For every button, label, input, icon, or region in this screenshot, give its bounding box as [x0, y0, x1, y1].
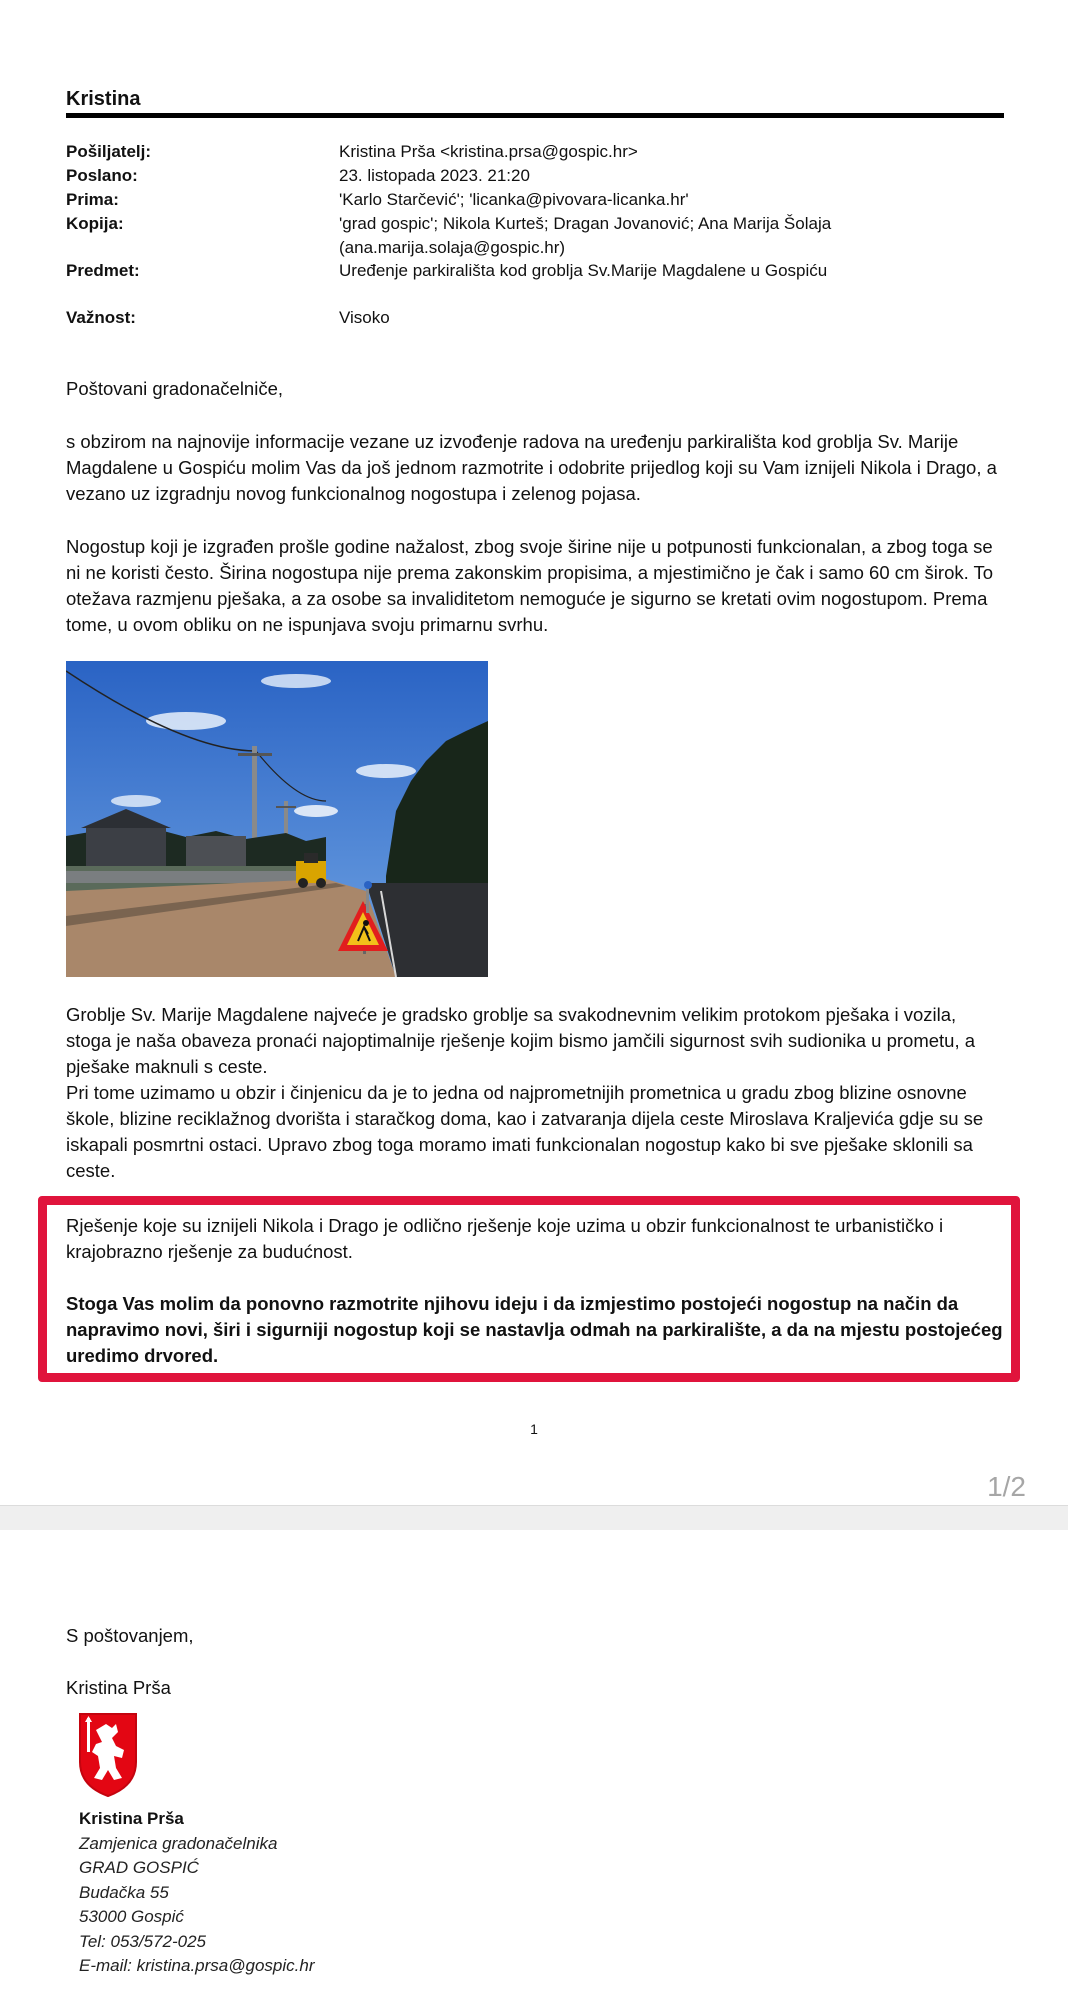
header-value: 23. listopada 2023. 21:20	[339, 166, 530, 185]
header-value: Kristina Prša <kristina.prsa@gospic.hr>	[339, 142, 638, 161]
header-label: Važnost:	[66, 308, 136, 327]
header-value: 'grad gospic'; Nikola Kurteš; Dragan Jovanović; Ana Marija Šolaja	[339, 214, 832, 233]
greeting: Poštovani gradonačelniče,	[66, 378, 284, 399]
paragraph: Groblje Sv. Marije Magdalene najveće je gradsko groblje sa svakodnevnim velikim protokom pješaka i vozila, stoga je naša obaveza pronaći najoptimalnije rješenje kojim bismo jamčili sigurnost svih sudionika u prometu, a pješake maknuli s ceste.	[66, 1004, 976, 1077]
signature-phone: Tel: 053/572-025	[79, 1931, 206, 1951]
header-value: (ana.marija.solaja@gospic.hr)	[339, 238, 566, 257]
page-separator	[0, 1505, 1068, 1532]
signature-city: 53000 Gospić	[79, 1907, 184, 1926]
header-label: Predmet:	[66, 261, 140, 280]
city-coat-of-arms-icon	[78, 1712, 138, 1798]
signature-organization: GRAD GOSPIĆ	[79, 1858, 199, 1877]
signer-name: Kristina Prša	[66, 1677, 171, 1698]
header-value: 'Karlo Starčević'; 'licanka@pivovara-licanka.hr'	[339, 190, 689, 209]
roadwork-photo	[66, 661, 488, 977]
signature-name: Kristina Prša	[79, 1809, 184, 1828]
signature-email: E-mail: kristina.prsa@gospic.hr	[79, 1956, 315, 1975]
page-number: 1	[530, 1421, 538, 1437]
header-value: Visoko	[339, 308, 390, 327]
highlighted-bold-paragraph: Stoga Vas molim da ponovno razmotrite njihovu ideju i da izmjestimo postojeći nogostup na način da napravimo novi, širi i sigurniji nogostup koji se nastavlja odmah na parkiralište, a da na mjestu postojećeg uredimo drvored.	[66, 1293, 1003, 1366]
title-divider	[66, 113, 1004, 118]
paragraph: Pri tome uzimamo u obzir i činjenicu da je to jedna od najprometnijih prometnica u gradu zbog blizine osnovne škole, blizine reciklažnog dvorišta i staračkog doma, kao i zatvaranja dijela ceste Miroslava Kraljevića gdje su se iskapali posmrtni ostaci. Upravo zbog toga moramo imati funkcionalan nogostup kako bi sve pješake sklonili sa ceste.	[66, 1082, 984, 1181]
header-label: Prima:	[66, 190, 119, 209]
page-indicator: 1/2	[987, 1471, 1026, 1502]
header-label: Kopija:	[66, 214, 124, 233]
header-value: Uređenje parkirališta kod groblja Sv.Marije Magdalene u Gospiću	[339, 261, 828, 280]
highlighted-paragraph: Rješenje koje su iznijeli Nikola i Drago je odlično rješenje koje uzima u obzir funkcionalnost te urbanističko i krajobrazno rješenje za budućnost.	[66, 1215, 944, 1262]
signature-street: Budačka 55	[79, 1882, 169, 1902]
closing: S poštovanjem,	[66, 1625, 194, 1646]
paragraph: s obzirom na najnovije informacije vezane uz izvođenje radova na uređenju parkirališta kod groblja Sv. Marije Magdalene u Gospiću molim Vas da još jednom razmotrite i odobrite prijedlog koji su Vam iznijeli Nikola i Drago, a vezano uz izgradnju novog funkcionalnog nogostupa i zelenog pojasa.	[66, 431, 997, 504]
header-label: Pošiljatelj:	[66, 142, 152, 161]
signature-block	[79, 1807, 315, 1979]
document-title: Kristina	[66, 88, 141, 110]
header-label: Poslano:	[66, 166, 138, 185]
signature-role: Zamjenica gradonačelnika	[79, 1833, 278, 1853]
paragraph: Nogostup koji je izgrađen prošle godine nažalost, zbog svoje širine nije u potpunosti funkcionalan, a zbog toga se ni ne koristi često. Širina nogostupa nije prema zakonskim propisima, a mjestimično je čak i samo 60 cm širok. To otežava razmjenu pješaka, a za osobe sa invaliditetom nemoguće je sigurno se kretati ovim nogostupom. Prema tome, u ovom obliku on ne ispunjava svoju primarnu svrhu.	[66, 536, 994, 635]
